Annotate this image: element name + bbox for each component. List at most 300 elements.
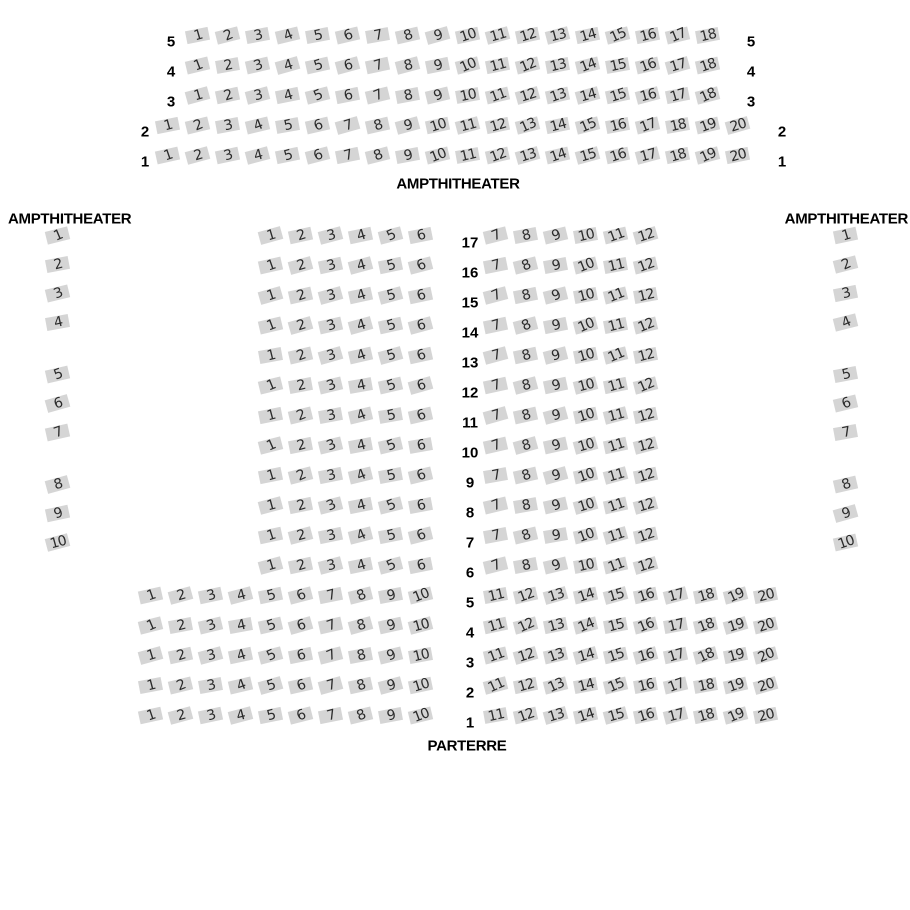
seat[interactable] <box>692 646 718 664</box>
seat[interactable] <box>347 466 372 484</box>
seat[interactable] <box>572 316 597 334</box>
seat[interactable] <box>258 347 283 364</box>
seat[interactable] <box>347 556 372 573</box>
seat[interactable] <box>572 406 597 423</box>
seat[interactable] <box>482 676 508 694</box>
seat[interactable] <box>408 496 433 513</box>
seat[interactable] <box>137 706 162 724</box>
seat[interactable] <box>692 616 717 634</box>
seat[interactable] <box>602 346 627 364</box>
seat[interactable] <box>484 116 509 133</box>
seat[interactable] <box>633 287 658 304</box>
seat[interactable] <box>334 26 359 44</box>
seat[interactable] <box>512 646 538 665</box>
seat[interactable] <box>347 526 372 544</box>
seat[interactable] <box>482 616 507 633</box>
seat[interactable] <box>602 646 627 664</box>
seat[interactable] <box>574 26 599 43</box>
seat[interactable] <box>317 346 343 365</box>
seat[interactable] <box>287 286 312 304</box>
seat[interactable] <box>287 256 313 275</box>
seat[interactable] <box>572 526 597 544</box>
seat[interactable] <box>632 586 657 604</box>
seat[interactable] <box>573 557 598 574</box>
seat[interactable] <box>752 676 778 695</box>
seat[interactable] <box>198 677 223 694</box>
seat[interactable] <box>572 346 597 363</box>
seat[interactable] <box>227 676 252 694</box>
seat[interactable] <box>244 86 270 104</box>
seat[interactable] <box>348 436 373 453</box>
seat[interactable] <box>317 586 342 603</box>
seat[interactable] <box>482 646 507 664</box>
seat[interactable] <box>632 436 658 454</box>
seat[interactable] <box>377 646 402 664</box>
seat[interactable] <box>572 616 597 634</box>
seat[interactable] <box>377 556 403 574</box>
seat[interactable] <box>542 466 568 485</box>
seat[interactable] <box>572 676 597 693</box>
seat[interactable] <box>482 526 507 543</box>
seat[interactable] <box>304 56 329 74</box>
seat[interactable] <box>832 313 857 331</box>
seat[interactable] <box>287 346 312 364</box>
seat[interactable] <box>377 676 403 695</box>
seat[interactable] <box>215 57 240 74</box>
seat[interactable] <box>137 616 162 634</box>
seat[interactable] <box>664 86 689 103</box>
seat[interactable] <box>317 256 342 274</box>
seat[interactable] <box>347 676 372 694</box>
seat[interactable] <box>512 526 537 544</box>
seat[interactable] <box>454 26 479 44</box>
seat[interactable] <box>574 146 600 165</box>
seat[interactable] <box>214 26 239 44</box>
seat[interactable] <box>454 116 480 134</box>
seat[interactable] <box>602 616 627 633</box>
seat[interactable] <box>664 56 690 75</box>
seat[interactable] <box>137 586 162 604</box>
seat[interactable] <box>257 436 282 454</box>
seat[interactable] <box>424 146 449 164</box>
seat[interactable] <box>347 226 372 243</box>
seat[interactable] <box>602 376 627 393</box>
seat[interactable] <box>602 286 627 304</box>
seat[interactable] <box>574 56 599 74</box>
seat[interactable] <box>724 116 750 135</box>
seat[interactable] <box>304 146 330 164</box>
seat[interactable] <box>694 86 719 104</box>
seat[interactable] <box>512 586 537 604</box>
seat[interactable] <box>288 377 313 394</box>
seat[interactable] <box>347 286 372 304</box>
seat[interactable] <box>424 116 449 133</box>
seat[interactable] <box>227 706 253 724</box>
seat[interactable] <box>832 365 857 382</box>
seat[interactable] <box>184 26 209 43</box>
seat[interactable] <box>662 586 688 604</box>
seat[interactable] <box>317 646 342 664</box>
seat[interactable] <box>424 56 449 73</box>
seat[interactable] <box>572 256 597 274</box>
seat[interactable] <box>334 56 360 75</box>
seat[interactable] <box>514 26 539 43</box>
seat[interactable] <box>377 346 403 365</box>
seat[interactable] <box>572 496 598 515</box>
seat[interactable] <box>137 646 163 665</box>
seat[interactable] <box>378 707 403 724</box>
seat[interactable] <box>573 227 598 244</box>
seat[interactable] <box>752 646 777 664</box>
seat[interactable] <box>377 226 403 244</box>
seat[interactable] <box>693 677 718 694</box>
seat[interactable] <box>632 646 658 665</box>
seat[interactable] <box>257 226 283 245</box>
seat[interactable] <box>512 436 538 455</box>
seat[interactable] <box>257 466 282 483</box>
seat[interactable] <box>514 86 540 105</box>
seat[interactable] <box>662 676 687 694</box>
seat[interactable] <box>632 316 657 334</box>
seat[interactable] <box>318 407 343 424</box>
seat[interactable] <box>167 586 193 605</box>
seat[interactable] <box>334 116 360 135</box>
seat[interactable] <box>602 496 627 514</box>
seat[interactable] <box>574 86 600 105</box>
seat[interactable] <box>572 376 598 394</box>
seat[interactable] <box>483 467 508 484</box>
seat[interactable] <box>602 556 627 574</box>
seat[interactable] <box>197 646 223 665</box>
seat[interactable] <box>407 706 432 724</box>
seat[interactable] <box>334 146 359 163</box>
seat[interactable] <box>347 646 372 663</box>
seat[interactable] <box>257 706 282 723</box>
seat[interactable] <box>602 586 628 605</box>
seat[interactable] <box>512 316 538 334</box>
seat[interactable] <box>604 146 629 164</box>
seat[interactable] <box>184 56 209 74</box>
seat[interactable] <box>752 616 777 634</box>
seat[interactable] <box>274 86 299 103</box>
seat[interactable] <box>692 706 717 723</box>
seat[interactable] <box>287 706 312 724</box>
seat[interactable] <box>347 706 372 724</box>
seat[interactable] <box>542 706 568 725</box>
seat[interactable] <box>184 86 210 105</box>
seat[interactable] <box>257 676 283 695</box>
seat[interactable] <box>377 286 403 305</box>
seat[interactable] <box>602 466 628 485</box>
seat[interactable] <box>832 504 858 523</box>
seat[interactable] <box>347 346 372 364</box>
seat[interactable] <box>752 586 777 603</box>
seat[interactable] <box>832 284 857 301</box>
seat[interactable] <box>542 646 567 664</box>
seat[interactable] <box>348 377 373 394</box>
seat[interactable] <box>512 406 537 424</box>
seat[interactable] <box>287 556 312 574</box>
seat[interactable] <box>334 86 359 103</box>
seat[interactable] <box>44 475 70 494</box>
seat[interactable] <box>482 256 507 273</box>
seat[interactable] <box>44 365 69 383</box>
seat[interactable] <box>544 146 569 164</box>
seat[interactable] <box>542 286 567 304</box>
seat[interactable] <box>602 316 627 333</box>
seat[interactable] <box>317 286 343 305</box>
seat[interactable] <box>408 437 433 454</box>
seat[interactable] <box>632 706 657 723</box>
seat[interactable] <box>197 616 222 634</box>
seat[interactable] <box>512 556 537 573</box>
seat[interactable] <box>602 406 628 424</box>
seat[interactable] <box>543 527 568 544</box>
seat[interactable] <box>274 146 299 163</box>
seat[interactable] <box>512 286 537 303</box>
seat[interactable] <box>317 496 342 514</box>
seat[interactable] <box>542 226 567 244</box>
seat[interactable] <box>257 646 283 664</box>
seat[interactable] <box>407 556 432 573</box>
seat[interactable] <box>542 436 567 454</box>
seat[interactable] <box>512 676 537 693</box>
seat[interactable] <box>632 496 658 515</box>
seat[interactable] <box>662 706 688 724</box>
seat[interactable] <box>752 706 777 723</box>
seat[interactable] <box>482 406 508 425</box>
seat[interactable] <box>407 406 432 424</box>
seat[interactable] <box>663 617 688 634</box>
seat[interactable] <box>542 406 568 425</box>
seat[interactable] <box>572 706 597 724</box>
seat[interactable] <box>513 497 538 514</box>
seat[interactable] <box>632 556 658 575</box>
seat[interactable] <box>137 676 162 693</box>
seat[interactable] <box>634 116 659 134</box>
seat[interactable] <box>214 146 239 164</box>
seat[interactable] <box>184 116 209 134</box>
seat[interactable] <box>347 316 373 335</box>
seat[interactable] <box>287 586 313 604</box>
seat[interactable] <box>483 707 508 724</box>
seat[interactable] <box>317 466 342 483</box>
seat[interactable] <box>722 586 748 604</box>
seat[interactable] <box>305 27 330 44</box>
seat[interactable] <box>257 406 282 423</box>
seat[interactable] <box>317 436 342 454</box>
seat[interactable] <box>257 556 283 575</box>
seat[interactable] <box>347 586 372 604</box>
seat[interactable] <box>514 146 540 165</box>
seat[interactable] <box>722 616 748 635</box>
seat[interactable] <box>364 86 389 104</box>
seat[interactable] <box>377 586 402 603</box>
seat[interactable] <box>215 116 240 133</box>
seat[interactable] <box>197 706 222 723</box>
seat[interactable] <box>604 26 629 44</box>
seat[interactable] <box>228 617 253 634</box>
seat[interactable] <box>364 146 389 164</box>
seat[interactable] <box>455 147 480 164</box>
seat[interactable] <box>724 146 749 163</box>
seat[interactable] <box>394 146 419 163</box>
seat[interactable] <box>602 526 628 545</box>
seat[interactable] <box>317 616 342 634</box>
seat[interactable] <box>317 556 343 574</box>
seat[interactable] <box>634 26 659 43</box>
seat[interactable] <box>395 86 420 103</box>
seat[interactable] <box>605 57 630 74</box>
seat[interactable] <box>364 56 389 73</box>
seat[interactable] <box>407 526 432 544</box>
seat[interactable] <box>542 616 567 633</box>
seat[interactable] <box>317 226 343 244</box>
seat[interactable] <box>154 116 179 133</box>
seat[interactable] <box>482 376 507 394</box>
seat[interactable] <box>602 436 627 453</box>
seat[interactable] <box>572 286 597 303</box>
seat[interactable] <box>257 586 282 603</box>
seat[interactable] <box>378 466 403 483</box>
seat[interactable] <box>287 406 312 424</box>
seat[interactable] <box>832 394 857 412</box>
seat[interactable] <box>602 226 627 244</box>
seat[interactable] <box>482 436 507 454</box>
seat[interactable] <box>632 256 657 274</box>
seat[interactable] <box>832 226 857 243</box>
seat[interactable] <box>394 26 419 44</box>
seat[interactable] <box>545 57 570 74</box>
seat[interactable] <box>257 526 282 543</box>
seat[interactable] <box>483 587 508 604</box>
seat[interactable] <box>407 286 432 303</box>
seat[interactable] <box>257 316 282 334</box>
seat[interactable] <box>662 646 687 663</box>
seat[interactable] <box>304 116 329 134</box>
seat[interactable] <box>347 496 372 513</box>
seat[interactable] <box>542 496 567 514</box>
seat[interactable] <box>44 504 69 522</box>
seat[interactable] <box>154 146 179 164</box>
seat[interactable] <box>482 556 507 574</box>
seat[interactable] <box>484 86 509 104</box>
seat[interactable] <box>44 533 70 551</box>
seat[interactable] <box>482 226 507 244</box>
seat[interactable] <box>632 526 657 544</box>
seat[interactable] <box>407 676 432 693</box>
seat[interactable] <box>633 677 658 694</box>
seat[interactable] <box>44 226 69 244</box>
seat[interactable] <box>632 406 657 423</box>
seat[interactable] <box>832 255 858 273</box>
seat[interactable] <box>634 146 660 164</box>
seat[interactable] <box>664 26 689 44</box>
seat[interactable] <box>214 86 239 103</box>
seat[interactable] <box>542 256 567 273</box>
seat[interactable] <box>514 116 539 134</box>
seat[interactable] <box>632 466 657 483</box>
seat[interactable] <box>482 286 508 304</box>
seat[interactable] <box>482 496 507 514</box>
seat[interactable] <box>692 586 717 603</box>
seat[interactable] <box>634 86 660 104</box>
seat[interactable] <box>287 526 313 544</box>
seat[interactable] <box>227 646 252 663</box>
seat[interactable] <box>484 56 509 73</box>
seat[interactable] <box>424 26 450 45</box>
seat[interactable] <box>304 86 329 104</box>
seat[interactable] <box>482 346 508 365</box>
seat[interactable] <box>244 56 269 74</box>
seat[interactable] <box>833 424 858 441</box>
seat[interactable] <box>694 116 719 134</box>
seat[interactable] <box>574 116 599 134</box>
seat[interactable] <box>832 533 857 551</box>
seat[interactable] <box>512 376 538 395</box>
seat[interactable] <box>408 647 433 664</box>
seat[interactable] <box>378 407 403 424</box>
seat[interactable] <box>364 116 389 134</box>
seat[interactable] <box>197 586 222 604</box>
seat[interactable] <box>542 676 567 694</box>
seat[interactable] <box>317 376 342 394</box>
seat[interactable] <box>394 116 420 135</box>
seat[interactable] <box>44 423 69 441</box>
seat[interactable] <box>407 256 433 274</box>
seat[interactable] <box>317 316 342 334</box>
seat[interactable] <box>377 256 402 273</box>
seat[interactable] <box>244 146 270 164</box>
seat[interactable] <box>542 316 567 333</box>
seat[interactable] <box>572 436 598 455</box>
seat[interactable] <box>347 256 373 275</box>
seat[interactable] <box>184 146 210 165</box>
seat[interactable] <box>632 226 658 245</box>
seat[interactable] <box>603 257 628 274</box>
seat[interactable] <box>695 27 720 44</box>
seat[interactable] <box>377 316 402 334</box>
seat[interactable] <box>407 616 433 634</box>
seat[interactable] <box>317 706 342 723</box>
seat[interactable] <box>244 26 269 43</box>
seat[interactable] <box>722 646 747 663</box>
seat[interactable] <box>287 466 312 484</box>
seat[interactable] <box>274 26 299 44</box>
seat[interactable] <box>167 676 192 694</box>
seat[interactable] <box>377 526 402 543</box>
seat[interactable] <box>604 116 629 133</box>
seat[interactable] <box>287 226 312 244</box>
seat[interactable] <box>512 226 537 243</box>
seat[interactable] <box>832 475 857 493</box>
seat[interactable] <box>287 676 312 694</box>
seat[interactable] <box>257 616 282 634</box>
seat[interactable] <box>257 256 282 274</box>
seat[interactable] <box>602 706 628 725</box>
seat[interactable] <box>44 394 70 413</box>
seat[interactable] <box>274 56 300 75</box>
seat[interactable] <box>317 526 342 543</box>
seat[interactable] <box>44 284 69 302</box>
seat[interactable] <box>407 226 432 243</box>
seat[interactable] <box>632 346 657 363</box>
seat[interactable] <box>454 56 479 74</box>
seat[interactable] <box>542 346 568 364</box>
seat[interactable] <box>544 86 569 104</box>
seat[interactable] <box>365 27 390 44</box>
seat[interactable] <box>542 556 567 574</box>
